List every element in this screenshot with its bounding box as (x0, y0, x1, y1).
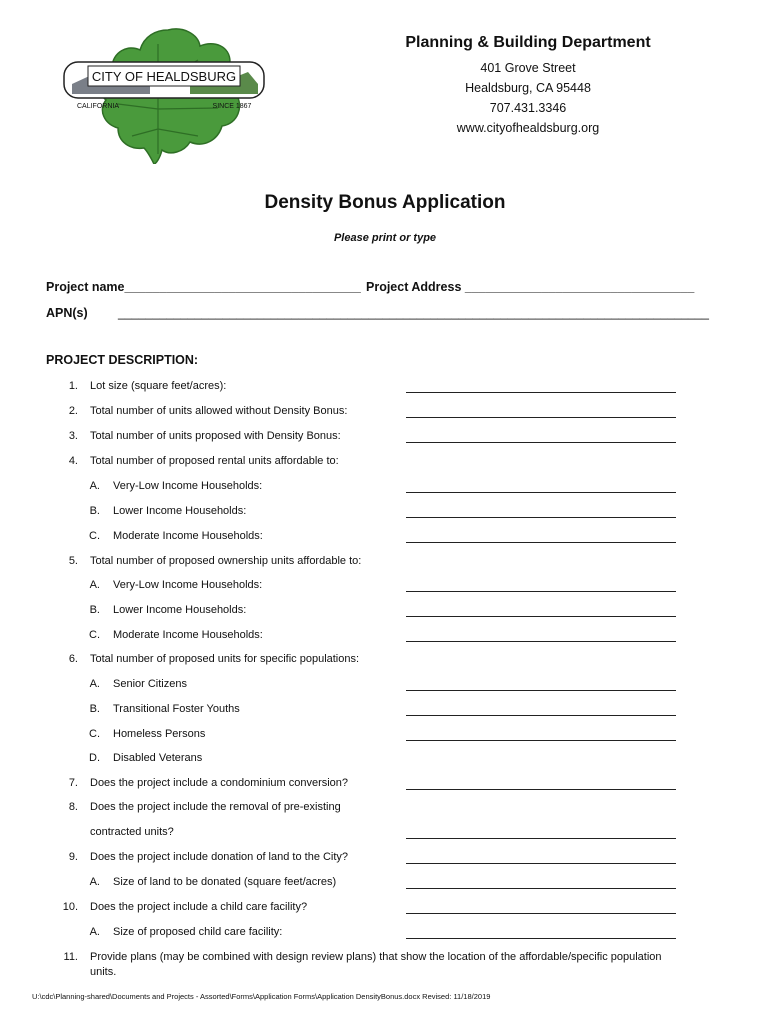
department-name: Planning & Building Department (405, 34, 651, 51)
item-letter: A. (89, 926, 100, 938)
item-label: Disabled Veterans (113, 752, 203, 764)
answer-blank[interactable] (406, 591, 676, 592)
answer-blank[interactable] (406, 417, 676, 418)
item-label: Provide plans (may be combined with design review plans) that show the location of the affordable/specific population (90, 951, 662, 963)
item-letter: A. (89, 579, 100, 591)
item-label: Lot size (square feet/acres): (90, 380, 227, 392)
department-website: www.cityofhealdsburg.org (456, 121, 600, 135)
project-address-field[interactable]: Project Address _________________________________ (366, 280, 695, 294)
item-label: Lower Income Households: (113, 604, 247, 616)
item-label: Homeless Persons (113, 728, 206, 740)
item-number: 6. (68, 653, 78, 665)
answer-blank[interactable] (406, 863, 676, 864)
item-number: 10. (62, 901, 78, 913)
item-label: Total number of proposed ownership units affordable to: (90, 555, 362, 567)
item-letter: A. (89, 480, 100, 492)
item-label: units. (90, 966, 117, 978)
logo-since-text: SINCE 1867 (212, 103, 252, 110)
item-label: Total number of units allowed without Density Bonus: (90, 405, 348, 417)
item-label: Moderate Income Households: (113, 629, 263, 641)
item-label: Does the project include the removal of pre-existing (90, 801, 341, 813)
apn-field[interactable]: _____________________________________________________________________________________ (118, 306, 709, 320)
item-letter: B. (89, 505, 100, 517)
item-label: Size of proposed child care facility: (113, 926, 283, 938)
item-number: 11. (63, 951, 78, 963)
item-number: 4. (68, 455, 78, 467)
item-label: Total number of units proposed with Density Bonus: (90, 430, 341, 442)
item-label: Total number of proposed rental units affordable to: (90, 455, 339, 467)
department-city: Healdsburg, CA 95448 (465, 81, 591, 95)
answer-blank[interactable] (406, 392, 676, 393)
page-title: Density Bonus Application (264, 192, 506, 213)
department-phone: 707.431.3346 (489, 101, 567, 115)
page-subtitle: Please print or type (333, 232, 437, 244)
item-number: 7. (68, 777, 78, 789)
item-label: Very-Low Income Households: (113, 480, 263, 492)
answer-blank[interactable] (406, 492, 676, 493)
item-letter: C. (89, 530, 100, 542)
logo-state-text: CALIFORNIA (76, 103, 120, 110)
apn-label: APN(s) (46, 306, 88, 320)
item-label: Total number of proposed units for specific populations: (90, 653, 360, 665)
item-label: Lower Income Households: (113, 505, 247, 517)
item-label: Does the project include a condominium conversion? (90, 777, 349, 789)
item-number: 3. (68, 430, 78, 442)
answer-blank[interactable] (406, 740, 676, 741)
item-label: Transitional Foster Youths (113, 703, 240, 715)
answer-blank[interactable] (406, 888, 676, 889)
item-letter: C. (89, 629, 100, 641)
item-label: Size of land to be donated (square feet/acres) (113, 876, 337, 888)
department-header (398, 34, 658, 138)
answer-blank[interactable] (406, 517, 676, 518)
item-number: 8. (68, 801, 78, 813)
logo-city-text: CITY OF HEALDSBURG (91, 69, 237, 84)
item-letter: B. (89, 604, 100, 616)
item-label: Senior Citizens (113, 678, 187, 690)
item-label: contracted units? (90, 826, 174, 838)
item-number: 1. (68, 380, 78, 392)
item-label: Very-Low Income Households: (113, 579, 263, 591)
department-street: 401 Grove Street (480, 61, 576, 75)
answer-blank[interactable] (406, 913, 676, 914)
answer-blank[interactable] (406, 641, 676, 642)
answer-blank[interactable] (406, 715, 676, 716)
answer-blank[interactable] (406, 442, 676, 443)
city-logo (58, 24, 270, 164)
answer-blank[interactable] (406, 542, 676, 543)
item-number: 9. (68, 851, 78, 863)
section-heading: PROJECT DESCRIPTION: (46, 353, 199, 367)
answer-blank[interactable] (406, 789, 676, 790)
footer-path: U:\cdc\Planning-shared\Documents and Projects - Assorted\Forms\Application Forms\Application DensityBonus.docx Revised: 11/18/2019 (32, 992, 491, 1001)
item-number: 2. (68, 405, 78, 417)
answer-blank[interactable] (406, 838, 676, 839)
project-name-field[interactable]: Project name__________________________________ (46, 280, 361, 294)
item-letter: B. (89, 703, 100, 715)
item-letter: A. (89, 876, 100, 888)
item-number: 5. (68, 555, 78, 567)
answer-blank[interactable] (406, 616, 676, 617)
item-letter: A. (89, 678, 100, 690)
item-letter: C. (89, 728, 100, 740)
item-label: Does the project include donation of land to the City? (90, 851, 349, 863)
answer-blank[interactable] (406, 690, 676, 691)
item-label: Does the project include a child care facility? (90, 901, 308, 913)
item-letter: D. (89, 752, 100, 764)
item-label: Moderate Income Households: (113, 530, 263, 542)
answer-blank[interactable] (406, 938, 676, 939)
